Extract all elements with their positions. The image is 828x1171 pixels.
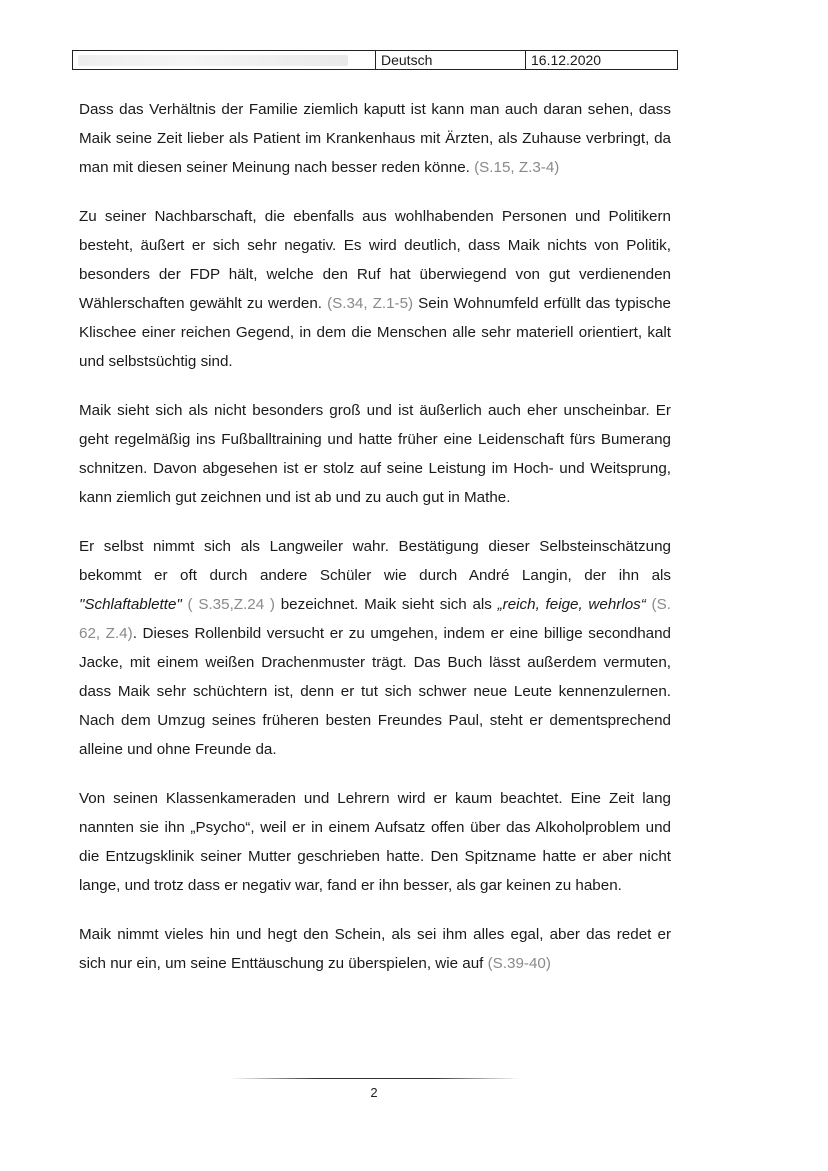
paragraph-text: Maik nimmt vieles hin und hegt den Schein, als sei ihm alles egal, aber das redet er sich nur ein, um seine Enttäuschung zu überspielen, wie auf <box>79 926 671 972</box>
paragraph <box>79 784 671 900</box>
footer-divider <box>230 1078 520 1079</box>
paragraph <box>79 532 671 764</box>
paragraph-text: Von seinen Klassenkameraden und Lehrern wird er kaum beachtet. Eine Zeit lang nannten sie ihn „Psycho“, weil er in einem Aufsatz offen über das Alkoholproblem und die Entzugsklinik seiner Mutter geschrieben hatte. Den Spitzname hatte er aber nicht lange, und trotz dass er negativ war, fand er ihn besser, als gar keinen zu haben. <box>79 790 671 894</box>
document-body <box>79 95 671 998</box>
header-name-cell <box>73 51 376 69</box>
citation: (S.34, Z.1-5) <box>327 295 414 312</box>
paragraph <box>79 920 671 978</box>
page-number: 2 <box>370 1085 378 1100</box>
citation: (S. 62, Z.4) <box>79 596 671 642</box>
header-date-cell: 16.12.2020 <box>531 52 602 68</box>
header-table <box>72 50 678 70</box>
paragraph-text: Zu seiner Nachbarschaft, die ebenfalls aus wohlhabenden Personen und Politikern besteht, äußert er sich sehr negativ. Es wird deutlich, dass Maik nichts von Politik, besonders der FDP hält, welche den Ruf hat überwiegend von gut verdienenden Wählerschaften gewählt zu werden. <box>79 208 671 312</box>
quote: "Schlaftablette" <box>79 596 182 613</box>
paragraph-text: Sein Wohnumfeld erfüllt das typische Klischee einer reichen Gegend, in dem die Menschen alle sehr materiell orientiert, kalt und selbstsüchtig sind. <box>79 295 671 370</box>
citation: ( S.35,Z.24 ) <box>187 596 275 613</box>
quote: „reich, feige, wehrlos“ <box>497 596 646 613</box>
paragraph-text: . Dieses Rollenbild versucht er zu umgehen, indem er eine billige secondhand Jacke, mit einem weißen Drachenmuster trägt. Das Buch lässt außerdem vermuten, dass Maik sehr schüchtern ist, denn er tut sich schwer neue Leute kennenzulernen. Nach dem Umzug seines früheren besten Freundes Paul, steht er dementsprechend alleine und ohne Freunde da. <box>79 625 671 758</box>
paragraph <box>79 95 671 182</box>
redacted-name <box>78 55 348 66</box>
citation: (S.39-40) <box>487 955 551 972</box>
paragraph-text: Er selbst nimmt sich als Langweiler wahr. Bestätigung dieser Selbsteinschätzung bekommt er oft durch andere Schüler wie durch André Langin, der ihn als <box>79 538 671 584</box>
paragraph-text: Dass das Verhältnis der Familie ziemlich kaputt ist kann man auch daran sehen, dass Maik seine Zeit lieber als Patient im Krankenhaus mit Ärzten, als Zuhause verbringt, da man mit diesen seiner Meinung nach besser reden könne. <box>79 101 671 176</box>
paragraph <box>79 202 671 376</box>
paragraph <box>79 396 671 512</box>
citation: (S.15, Z.3-4) <box>474 159 560 176</box>
paragraph-text: bezeichnet. Maik sieht sich als <box>274 596 498 613</box>
header-subject-cell: Deutsch <box>376 51 526 69</box>
paragraph-text: Maik sieht sich als nicht besonders groß und ist äußerlich auch eher unscheinbar. Er geht regelmäßig ins Fußballtraining und hatte früher eine Leidenschaft fürs Bumerang schnitzen. Davon abgesehen ist er stolz auf seine Leistung im Hoch- und Weitsprung, kann ziemlich gut zeichnen und ist ab und zu auch gut in Mathe. <box>79 402 671 506</box>
